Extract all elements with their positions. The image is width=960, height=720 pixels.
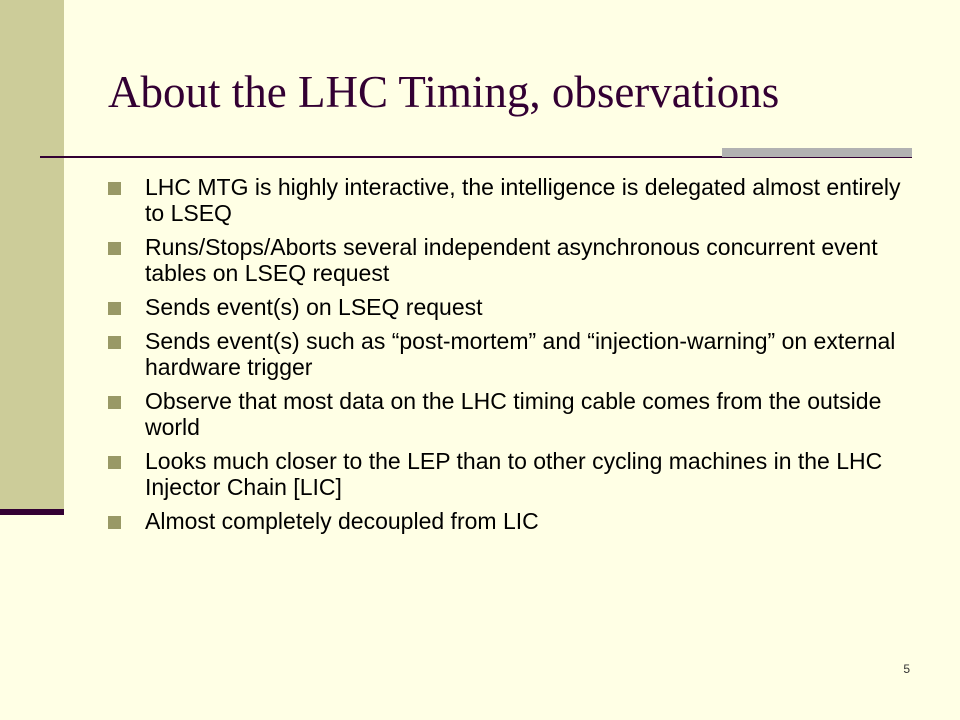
- bullet-item: [108, 174, 908, 226]
- bullet-text: Almost completely decoupled from LIC: [145, 508, 539, 534]
- bullet-text: Observe that most data on the LHC timing cable comes from the outside world: [145, 388, 882, 440]
- square-bullet-icon: [108, 336, 121, 349]
- bullet-item: [108, 234, 908, 286]
- bullet-item: [108, 508, 908, 534]
- bullet-text: Runs/Stops/Aborts several independent asynchronous concurrent event tables on LSEQ request: [145, 234, 878, 286]
- square-bullet-icon: [108, 242, 121, 255]
- square-bullet-icon: [108, 182, 121, 195]
- bullet-text: Looks much closer to the LEP than to other cycling machines in the LHC Injector Chain [LIC]: [145, 448, 883, 500]
- square-bullet-icon: [108, 302, 121, 315]
- bullet-text: Sends event(s) on LSEQ request: [145, 294, 483, 320]
- slide-title: About the LHC Timing, observations: [108, 67, 780, 117]
- bullet-item: [108, 448, 908, 500]
- bullet-item: [108, 328, 908, 380]
- square-bullet-icon: [108, 396, 121, 409]
- square-bullet-icon: [108, 516, 121, 529]
- bullet-text: Sends event(s) such as “post-mortem” and “injection-warning” on external hardware trigger: [145, 328, 896, 380]
- bullet-list: [108, 174, 908, 542]
- bullet-text: LHC MTG is highly interactive, the intelligence is delegated almost entirely to LSEQ: [145, 174, 901, 226]
- divider-accent: [722, 148, 912, 157]
- side-bar-cap-decoration: [0, 509, 64, 515]
- page-number: 5: [903, 662, 910, 676]
- square-bullet-icon: [108, 456, 121, 469]
- bullet-item: [108, 388, 908, 440]
- side-bar-decoration: [0, 0, 64, 512]
- bullet-item: [108, 294, 908, 320]
